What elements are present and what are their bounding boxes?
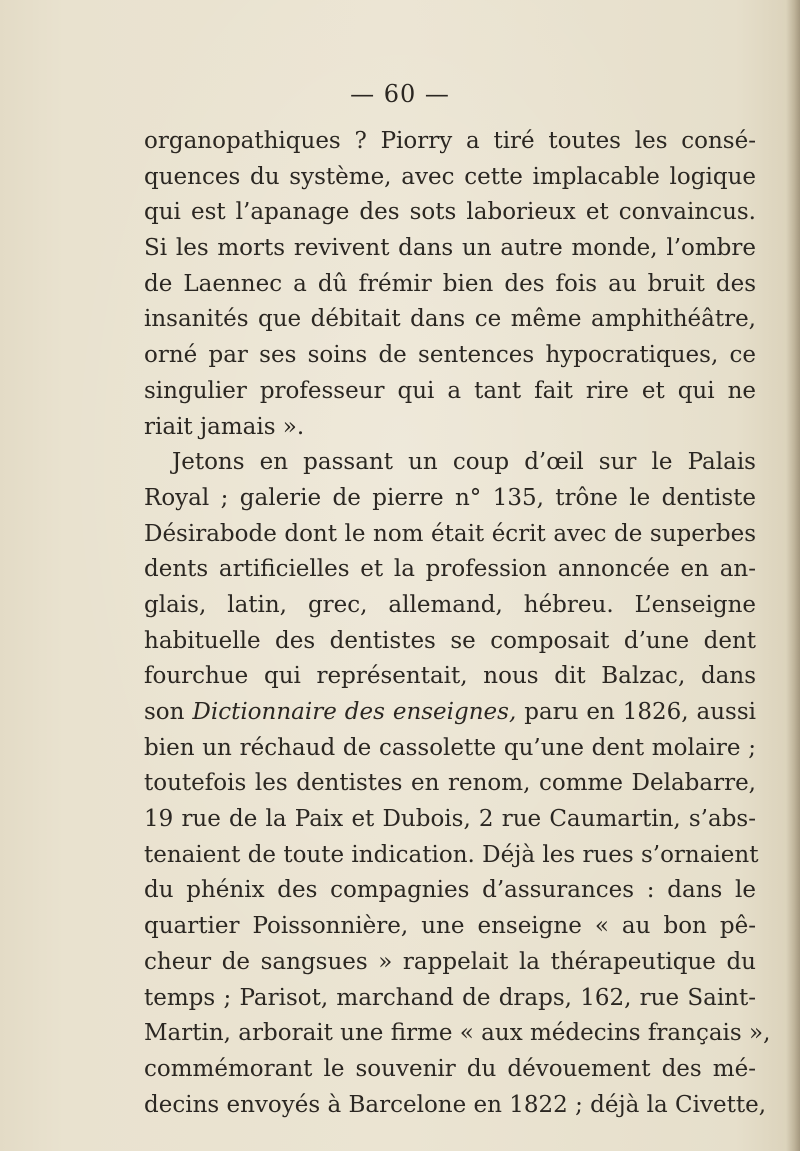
text-line-17-start: son [144,699,193,725]
text-line-28: decins envoyés à Barcelone en 1822 ; déjà la Civette, [144,1091,767,1118]
text-line-3: qui est l’apanage des sots laborieux et convaincus. [144,199,756,226]
text-line-8: singulier professeur qui a tant fait rire et qui ne [144,377,756,404]
text-line-12: Désirabode dont le nom était écrit avec de superbes [144,520,756,547]
text-line-17 [144,695,756,731]
text-line-6: insanités que débitait dans ce même amphithéâtre, [144,306,756,333]
text-line-4: Si les morts revivent dans un autre monde, l’ombre [144,235,756,262]
text-line-7: orné par ses soins de sentences hypocratiques, ce [144,342,756,369]
text-line-24: cheur de sangsues » rappelait la thérapeutique du [144,948,756,975]
text-line-15: habituelle des dentistes se composait d’une dent [144,627,756,654]
text-line-2: quences du système, avec cette implacable logique [144,163,756,190]
text-line-26: Martin, arborait une firme « aux médecins français », [144,1020,771,1047]
text-line-22: du phénix des compagnies d’assurances : dans le [144,877,756,904]
text-line-25: temps ; Parisot, marchand de draps, 162, rue Saint- [144,984,756,1011]
page-number: — 60 — [350,80,450,108]
text-line-16: fourchue qui représentait, nous dit Balzac, dans [144,663,756,690]
text-line-1: organopathiques ? Piorry a tiré toutes les consé- [144,128,756,154]
text-line-17-end: paru en 1826, aussi [516,699,757,725]
text-line-13: dents artificielles et la profession annoncée en an- [144,556,756,583]
body-text [144,124,771,1123]
text-line-18: bien un réchaud de cassolette qu’une dent molaire ; [144,734,756,761]
text-line-23: quartier Poissonnière, une enseigne « au bon pê- [144,913,756,940]
text-line-10: Jetons en passant un coup d’œil sur le Palais [172,449,756,476]
book-title-italic: Dictionnaire des enseignes, [192,699,517,725]
page-edge-shadow [786,0,800,1151]
text-line-27: commémorant le souvenir du dévouement des mé- [144,1055,756,1082]
text-line-14: glais, latin, grec, allemand, hébreu. L’enseigne [144,591,756,618]
text-line-19: toutefois les dentistes en renom, comme Delabarre, [144,770,756,797]
text-line-20: 19 rue de la Paix et Dubois, 2 rue Caumartin, s’abs- [144,806,756,833]
text-line-9: riait jamais ». [144,413,305,440]
text-line-21: tenaient de toute indication. Déjà les rues s’ornaient [144,841,759,868]
text-line-5: de Laennec a dû frémir bien des fois au bruit des [144,270,756,297]
text-line-11: Royal ; galerie de pierre n° 135, trône le dentiste [144,484,756,511]
